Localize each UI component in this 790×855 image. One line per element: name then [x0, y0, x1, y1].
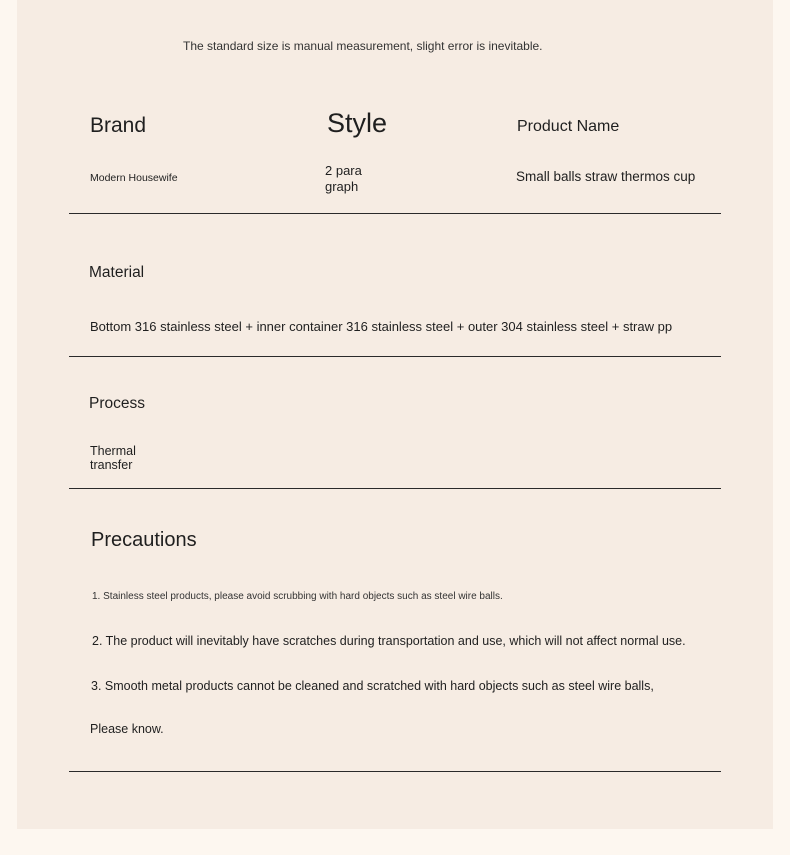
product-name-value: Small balls straw thermos cup [516, 169, 696, 184]
precaution-item: Please know. [90, 722, 164, 736]
divider [69, 213, 721, 214]
precautions-title: Precautions [91, 529, 197, 551]
product-name-label: Product Name [517, 118, 620, 135]
style-label: Style [327, 108, 388, 138]
style-value: 2 para graph [325, 163, 362, 194]
material-value: Bottom 316 stainless steel + inner container 316 stainless steel + outer 304 stainless steel + straw pp [90, 319, 673, 334]
precaution-item: 3. Smooth metal products cannot be cleaned and scratched with hard objects such as steel wire balls, [91, 679, 654, 693]
info-card [17, 0, 773, 829]
precaution-item: 2. The product will inevitably have scratches during transportation and use, which will not affect normal use. [92, 634, 686, 648]
divider [69, 356, 721, 357]
measurement-note: The standard size is manual measurement, slight error is inevitable. [183, 39, 543, 53]
divider [69, 771, 721, 772]
divider [69, 488, 721, 489]
process-value: Thermal transfer [90, 444, 136, 472]
process-label: Process [89, 395, 145, 412]
brand-label: Brand [90, 114, 147, 137]
brand-value: Modern Housewife [90, 172, 178, 184]
precaution-item: 1. Stainless steel products, please avoid scrubbing with hard objects such as steel wire balls. [92, 591, 503, 602]
material-label: Material [89, 264, 145, 281]
